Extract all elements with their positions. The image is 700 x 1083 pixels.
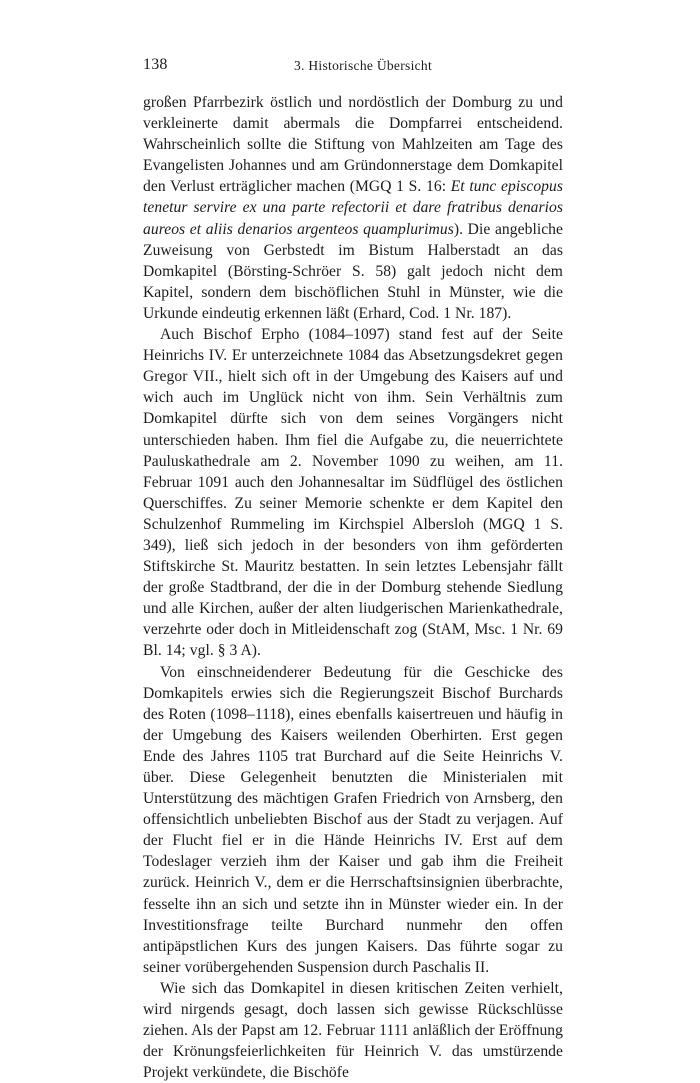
- paragraph-1-text-before: großen Pfarrbezirk östlich und nordöstlich der Domburg zu und verkleinerte damit abermals die Dompfarrei entscheidend. Wahrscheinlich sollte die Stiftung von Mahlzeiten am Tage des Evangelisten Johannes und am Gründonnerstage dem Domkapitel den Verlust erträglicher machen (MGQ 1 S. 16:: [143, 94, 563, 196]
- running-head: 3. Historische Übersicht: [293, 58, 433, 73]
- paragraph-3: Von einschneidenderer Bedeutung für die Geschicke des Domkapitels erwies sich die Regierungszeit Bischof Burchards des Roten (1098–1118), eines ebenfalls kaisertreuen und häufig in der Umgebung des Kaisers weilenden Oberhirten. Erst gegen Ende des Jahres 1105 trat Burchard auf die Seite Heinrichs V. über. Diese Gelegenheit benutzten die Ministerialen mit Unterstützung des mächtigen Grafen Friedrich von Arnsberg, den offensichtlich unbeliebten Bischof aus der Stadt zu verjagen. Auf der Flucht fiel er in die Hände Heinrichs IV. Erst auf dem Todeslager verzieh ihm der Kaiser und gab ihm die Freiheit zurück. Heinrich V., dem er die Herrschaftsinsignien überbrachte, fesselte ihn an sich und setzte ihn in Münster wieder ein. In der Investitionsfrage teilte Burchard nunmehr den offen antipäpstlichen Kurs des jungen Kaisers. Das führte sogar zu seiner vorübergehenden Suspension durch Paschalis II.: [143, 663, 563, 976]
- paragraph-1: [143, 92, 563, 324]
- page-header: [143, 56, 563, 78]
- latin-quotation: Et tunc episcopus tenetur servire ex una parte refectorii et dare fratribus denarios aureos et aliis denarios argenteos quamplurimus: [143, 178, 563, 238]
- paragraph-1-text-after: ). Die angebliche Zuweisung von Gerbstedt im Bistum Halberstadt an das Domkapitel (Börsting-Schröer S. 58) galt jedoch nicht dem Kapitel, sondern dem bischöflichen Stuhl in Münster, wie die Urkunde eindeutig erkennen läßt (Erhard, Cod. 1 Nr. 187).: [143, 220, 563, 322]
- body-text: [143, 92, 563, 1083]
- paragraph-4: Wie sich das Domkapitel in diesen kritischen Zeiten verhielt, wird nirgends gesagt, doch lassen sich gewisse Rückschlüsse ziehen. Als der Papst am 12. Februar 1111 anläßlich der Eröffnung der Krönungsfeierlichkeiten für Heinrich V. das umstürzende Projekt verkündete, die Bischöfe: [143, 979, 563, 1082]
- page-number: 138: [143, 56, 168, 73]
- paragraph-2: Auch Bischof Erpho (1084–1097) stand fest auf der Seite Heinrichs IV. Er unterzeichnete 1084 das Absetzungsdekret gegen Gregor VII., hielt sich oft in der Umgebung des Kaisers auf und wich auch im Unglück nicht von ihm. Sein Verhältnis zum Domkapitel dürfte sich von dem seines Vorgängers nicht unterschieden haben. Ihm fiel die Aufgabe zu, die neuerrichtete Pauluskathedrale am 2. November 1090 zu weihen, am 11. Februar 1091 auch den Johannesaltar im Südflügel des östlichen Querschiffes. Zu seiner Memorie schenkte er dem Kapitel den Schulzenhof Rummeling im Kirchspiel Albersloh (MGQ 1 S. 349), ließ sich jedoch in der besonders von ihm geförderten Stiftskirche St. Mauritz bestatten. In sein letztes Lebensjahr fällt der große Stadtbrand, der die in der Domburg stehende Siedlung und alle Kirchen, außer der alten liudgerischen Marienkathedrale, verzehrte oder doch in Mitleidenschaft zog (StAM, Msc. 1 Nr. 69 Bl. 14; vgl. § 3 A).: [143, 326, 563, 660]
